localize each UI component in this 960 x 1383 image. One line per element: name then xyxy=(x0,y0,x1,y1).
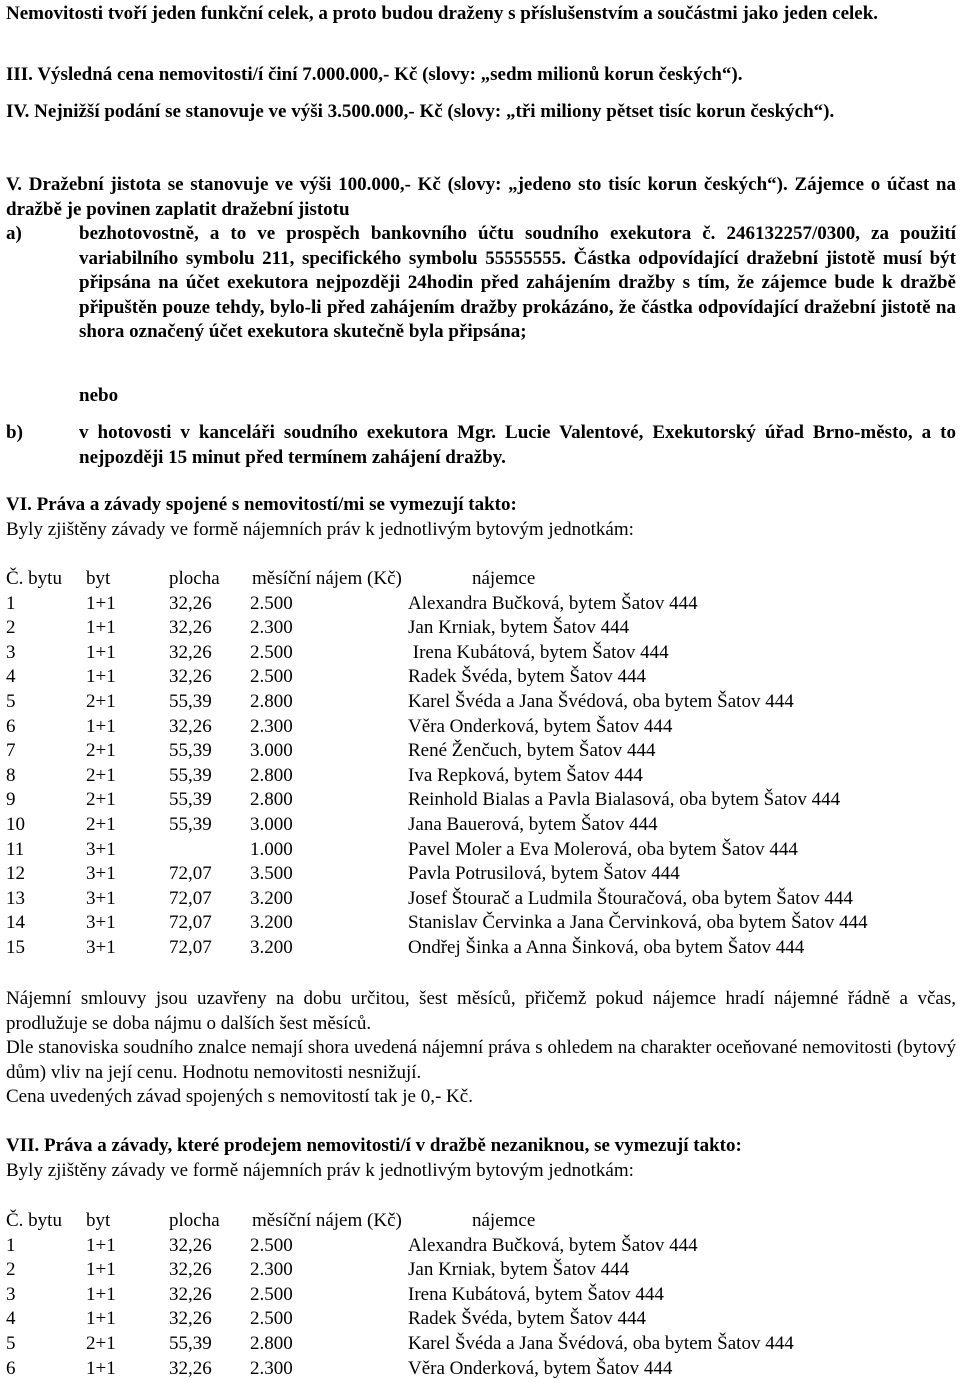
cell-tenant: Jana Bauerová, bytem Šatov 444 xyxy=(408,814,658,835)
table-row xyxy=(6,690,956,715)
section-4-lowest-bid: IV. Nejnižší podání se stanovuje ve výši 3.500.000,- Kč (slovy: „tři miliony pětset tisíc korun českých“). xyxy=(6,101,835,122)
cell-monthly-rent: 2.300 xyxy=(250,715,293,737)
cell-unit-number: 11 xyxy=(6,838,25,860)
intro-paragraph: Nemovitosti tvoří jeden funkční celek, a proto budou draženy s příslušenstvím a součástmi jako jeden celek. xyxy=(6,3,879,24)
table-row xyxy=(6,715,956,740)
header-monthly-rent: měsíční nájem (Kč) xyxy=(252,1210,402,1231)
cell-area: 55,39 xyxy=(169,691,212,712)
cell-monthly-rent: 3.200 xyxy=(250,937,293,958)
section-7-subtitle: Byly zjištěny závady ve formě nájemních práv k jednotlivým bytovým jednotkám: xyxy=(6,1160,634,1181)
cell-tenant: Karel Švéda a Jana Švédová, oba bytem Šatov 444 xyxy=(408,1333,794,1354)
cell-flat-type: 1+1 xyxy=(86,1308,116,1330)
header-tenant: nájemce xyxy=(472,1210,536,1231)
cell-monthly-rent: 2.300 xyxy=(250,1357,293,1379)
cell-area: 55,39 xyxy=(169,764,212,786)
header-unit-number: Č. bytu xyxy=(6,568,62,589)
cell-unit-number: 1 xyxy=(6,592,16,614)
header-flat-type: byt xyxy=(86,1210,111,1231)
cell-monthly-rent: 2.800 xyxy=(250,789,293,811)
table-row xyxy=(6,1258,956,1283)
cell-monthly-rent: 3.200 xyxy=(250,912,293,934)
cell-monthly-rent: 2.500 xyxy=(250,592,293,614)
cell-tenant: Alexandra Bučková, bytem Šatov 444 xyxy=(408,592,698,614)
header-unit-number: Č. bytu xyxy=(6,1210,62,1231)
cell-unit-number: 13 xyxy=(6,887,25,909)
cell-monthly-rent: 2.500 xyxy=(250,1283,293,1305)
cell-area: 32,26 xyxy=(169,1283,212,1305)
cell-monthly-rent: 2.300 xyxy=(250,1259,293,1281)
defects-price-paragraph: Cena uvedených závad spojených s nemovitostí tak je 0,- Kč. xyxy=(6,1086,473,1107)
header-area: plocha xyxy=(169,1210,220,1231)
cell-flat-type: 2+1 xyxy=(86,740,116,762)
section-7-title: VII. Práva a závady, které prodejem nemovitosti/í v dražbě nezaniknou, se vymezují takto: xyxy=(6,1135,742,1156)
cell-flat-type: 3+1 xyxy=(86,838,116,860)
header-monthly-rent: měsíční nájem (Kč) xyxy=(252,568,402,589)
table-row xyxy=(6,764,956,789)
cell-area: 55,39 xyxy=(169,789,212,811)
lease-table-1-header-row xyxy=(6,567,956,592)
table-row xyxy=(6,641,956,666)
cell-area: 32,26 xyxy=(169,617,212,639)
option-a-text: bezhotovostně, a to ve prospěch bankovního účtu soudního exekutora č. 246132257/0300, za použití variabilního symbolu 211, specifického symbolu 55555555. Částka odpovídající dražební jistotě musí být připsána na účet exekutora nejpozději 24hodin před zahájením dražby s tím, že zájemce bude k dražbě připuštěn pouze tehdy, bylo-li před zahájením dražby prokázáno, že částka odpovídající dražební jistotě na shora označený účet exekutora skutečně byla připsána; xyxy=(79,223,956,343)
cell-tenant: Irena Kubátová, bytem Šatov 444 xyxy=(408,641,669,663)
cell-area: 72,07 xyxy=(169,863,212,885)
cell-tenant: Pavla Potrusilová, bytem Šatov 444 xyxy=(408,863,680,885)
cell-unit-number: 3 xyxy=(6,641,16,663)
cell-tenant: Věra Onderková, bytem Šatov 444 xyxy=(408,1357,673,1379)
cell-monthly-rent: 2.500 xyxy=(250,1234,293,1256)
cell-tenant: Reinhold Bialas a Pavla Bialasová, oba bytem Šatov 444 xyxy=(408,789,841,811)
cell-unit-number: 12 xyxy=(6,863,25,885)
cell-tenant: Jan Krniak, bytem Šatov 444 xyxy=(408,617,630,639)
table-row xyxy=(6,788,956,813)
cell-tenant: Stanislav Červinka a Jana Červinková, oba bytem Šatov 444 xyxy=(408,912,868,934)
cell-unit-number: 7 xyxy=(6,740,16,762)
cell-monthly-rent: 2.800 xyxy=(250,691,293,712)
cell-flat-type: 1+1 xyxy=(86,641,116,663)
cell-flat-type: 3+1 xyxy=(86,937,116,958)
cell-unit-number: 5 xyxy=(6,1333,16,1354)
or-separator: nebo xyxy=(79,385,119,406)
cell-flat-type: 1+1 xyxy=(86,592,116,614)
cell-flat-type: 2+1 xyxy=(86,691,116,712)
cell-tenant: Karel Švéda a Jana Švédová, oba bytem Šatov 444 xyxy=(408,691,794,712)
cell-monthly-rent: 1.000 xyxy=(250,838,293,860)
cell-unit-number: 6 xyxy=(6,1357,16,1379)
cell-flat-type: 1+1 xyxy=(86,1234,116,1256)
cell-unit-number: 6 xyxy=(6,715,16,737)
cell-unit-number: 14 xyxy=(6,912,25,934)
cell-flat-type: 3+1 xyxy=(86,912,116,934)
cell-unit-number: 8 xyxy=(6,764,16,786)
lease-table-2-header-row xyxy=(6,1209,956,1234)
cell-area: 32,26 xyxy=(169,1357,212,1379)
cell-unit-number: 4 xyxy=(6,666,16,688)
cell-monthly-rent: 3.200 xyxy=(250,887,293,909)
cell-flat-type: 1+1 xyxy=(86,1259,116,1281)
cell-flat-type: 2+1 xyxy=(86,764,116,786)
cell-tenant: Alexandra Bučková, bytem Šatov 444 xyxy=(408,1234,698,1256)
cell-monthly-rent: 2.500 xyxy=(250,666,293,688)
cell-tenant: Irena Kubátová, bytem Šatov 444 xyxy=(408,1283,664,1305)
cell-area: 72,07 xyxy=(169,912,212,934)
cell-area: 32,26 xyxy=(169,1234,212,1256)
cell-flat-type: 3+1 xyxy=(86,863,116,885)
lease-note-paragraph: Nájemní smlouvy jsou uzavřeny na dobu určitou, šest měsíců, přičemž pokud nájemce hradí nájemné řádně a včas, prodlužuje se doba nájmu o dalších šest měsíců. xyxy=(6,988,956,1034)
cell-tenant: Iva Repková, bytem Šatov 444 xyxy=(408,764,643,786)
cell-unit-number: 2 xyxy=(6,1259,16,1281)
cell-area: 72,07 xyxy=(169,887,212,909)
cell-flat-type: 1+1 xyxy=(86,666,116,688)
table-row xyxy=(6,862,956,887)
table-row xyxy=(6,1357,956,1382)
table-row xyxy=(6,1283,956,1308)
cell-area: 32,26 xyxy=(169,1308,212,1330)
list-marker-a: a) xyxy=(6,223,22,244)
cell-monthly-rent: 3.000 xyxy=(250,740,293,762)
cell-unit-number: 2 xyxy=(6,617,16,639)
cell-unit-number: 5 xyxy=(6,691,16,712)
cell-tenant: Pavel Moler a Eva Molerová, oba bytem Šatov 444 xyxy=(408,838,798,860)
expert-opinion-paragraph: Dle stanoviska soudního znalce nemají shora uvedená nájemní práva s ohledem na charakter oceňované nemovitosti (bytový dům) vliv na její cenu. Hodnotu nemovitosti nesnižují. xyxy=(6,1037,956,1083)
table-row xyxy=(6,1307,956,1332)
cell-unit-number: 4 xyxy=(6,1308,16,1330)
table-row xyxy=(6,739,956,764)
cell-area: 32,26 xyxy=(169,641,212,663)
cell-tenant: René Ženčuch, bytem Šatov 444 xyxy=(408,740,656,762)
cell-tenant: Věra Onderková, bytem Šatov 444 xyxy=(408,715,673,737)
header-area: plocha xyxy=(169,568,220,589)
cell-unit-number: 10 xyxy=(6,814,25,835)
cell-flat-type: 1+1 xyxy=(86,1357,116,1379)
section-6-subtitle: Byly zjištěny závady ve formě nájemních práv k jednotlivým bytovým jednotkám: xyxy=(6,519,634,540)
cell-area: 55,39 xyxy=(169,740,212,762)
table-row xyxy=(6,1234,956,1259)
cell-tenant: Josef Štourač a Ludmila Štouračová, oba bytem Šatov 444 xyxy=(408,887,853,909)
cell-flat-type: 3+1 xyxy=(86,887,116,909)
table-row xyxy=(6,838,956,863)
cell-unit-number: 3 xyxy=(6,1283,16,1305)
cell-unit-number: 9 xyxy=(6,789,16,811)
cell-flat-type: 1+1 xyxy=(86,617,116,639)
table-row xyxy=(6,936,956,961)
cell-flat-type: 1+1 xyxy=(86,1283,116,1305)
cell-area: 32,26 xyxy=(169,666,212,688)
cell-unit-number: 15 xyxy=(6,937,25,958)
section-6-title: VI. Práva a závady spojené s nemovitostí/mi se vymezují takto: xyxy=(6,494,517,515)
cell-flat-type: 2+1 xyxy=(86,814,116,835)
table-row xyxy=(6,1332,956,1357)
table-row xyxy=(6,665,956,690)
cell-area: 55,39 xyxy=(169,1333,212,1354)
table-row xyxy=(6,592,956,617)
cell-monthly-rent: 2.800 xyxy=(250,764,293,786)
header-tenant: nájemce xyxy=(472,568,536,589)
cell-area: 72,07 xyxy=(169,937,212,958)
cell-flat-type: 2+1 xyxy=(86,789,116,811)
cell-monthly-rent: 2.500 xyxy=(250,641,293,663)
header-flat-type: byt xyxy=(86,568,111,589)
cell-monthly-rent: 3.000 xyxy=(250,814,293,835)
cell-unit-number: 1 xyxy=(6,1234,16,1256)
table-row xyxy=(6,911,956,936)
cell-flat-type: 2+1 xyxy=(86,1333,116,1354)
cell-tenant: Radek Švéda, bytem Šatov 444 xyxy=(408,1308,646,1330)
cell-monthly-rent: 2.800 xyxy=(250,1333,293,1354)
cell-area: 32,26 xyxy=(169,1259,212,1281)
cell-area: 32,26 xyxy=(169,715,212,737)
list-marker-b: b) xyxy=(6,422,23,443)
cell-monthly-rent: 2.300 xyxy=(250,617,293,639)
option-b-text: v hotovosti v kanceláři soudního exekutora Mgr. Lucie Valentové, Exekutorský úřad Brno-město, a to nejpozději 15 minut před termínem zahájení dražby. xyxy=(79,422,956,468)
table-row xyxy=(6,616,956,641)
cell-tenant: Radek Švéda, bytem Šatov 444 xyxy=(408,666,646,688)
cell-flat-type: 1+1 xyxy=(86,715,116,737)
section-3-price: III. Výsledná cena nemovitosti/í činí 7.000.000,- Kč (slovy: „sedm milionů korun českých“). xyxy=(6,64,743,85)
cell-tenant: Jan Krniak, bytem Šatov 444 xyxy=(408,1259,630,1281)
cell-monthly-rent: 2.500 xyxy=(250,1308,293,1330)
cell-monthly-rent: 3.500 xyxy=(250,863,293,885)
cell-tenant: Ondřej Šinka a Anna Šinková, oba bytem Šatov 444 xyxy=(408,937,805,958)
cell-area: 32,26 xyxy=(169,592,212,614)
cell-area: 55,39 xyxy=(169,814,212,835)
table-row xyxy=(6,813,956,838)
table-row xyxy=(6,887,956,912)
section-5-auction-deposit: V. Dražební jistota se stanovuje ve výši 100.000,- Kč (slovy: „jedeno sto tisíc korun českých“). Zájemce o účast na dražbě je povinen zaplatit dražební jistotu xyxy=(6,174,956,220)
